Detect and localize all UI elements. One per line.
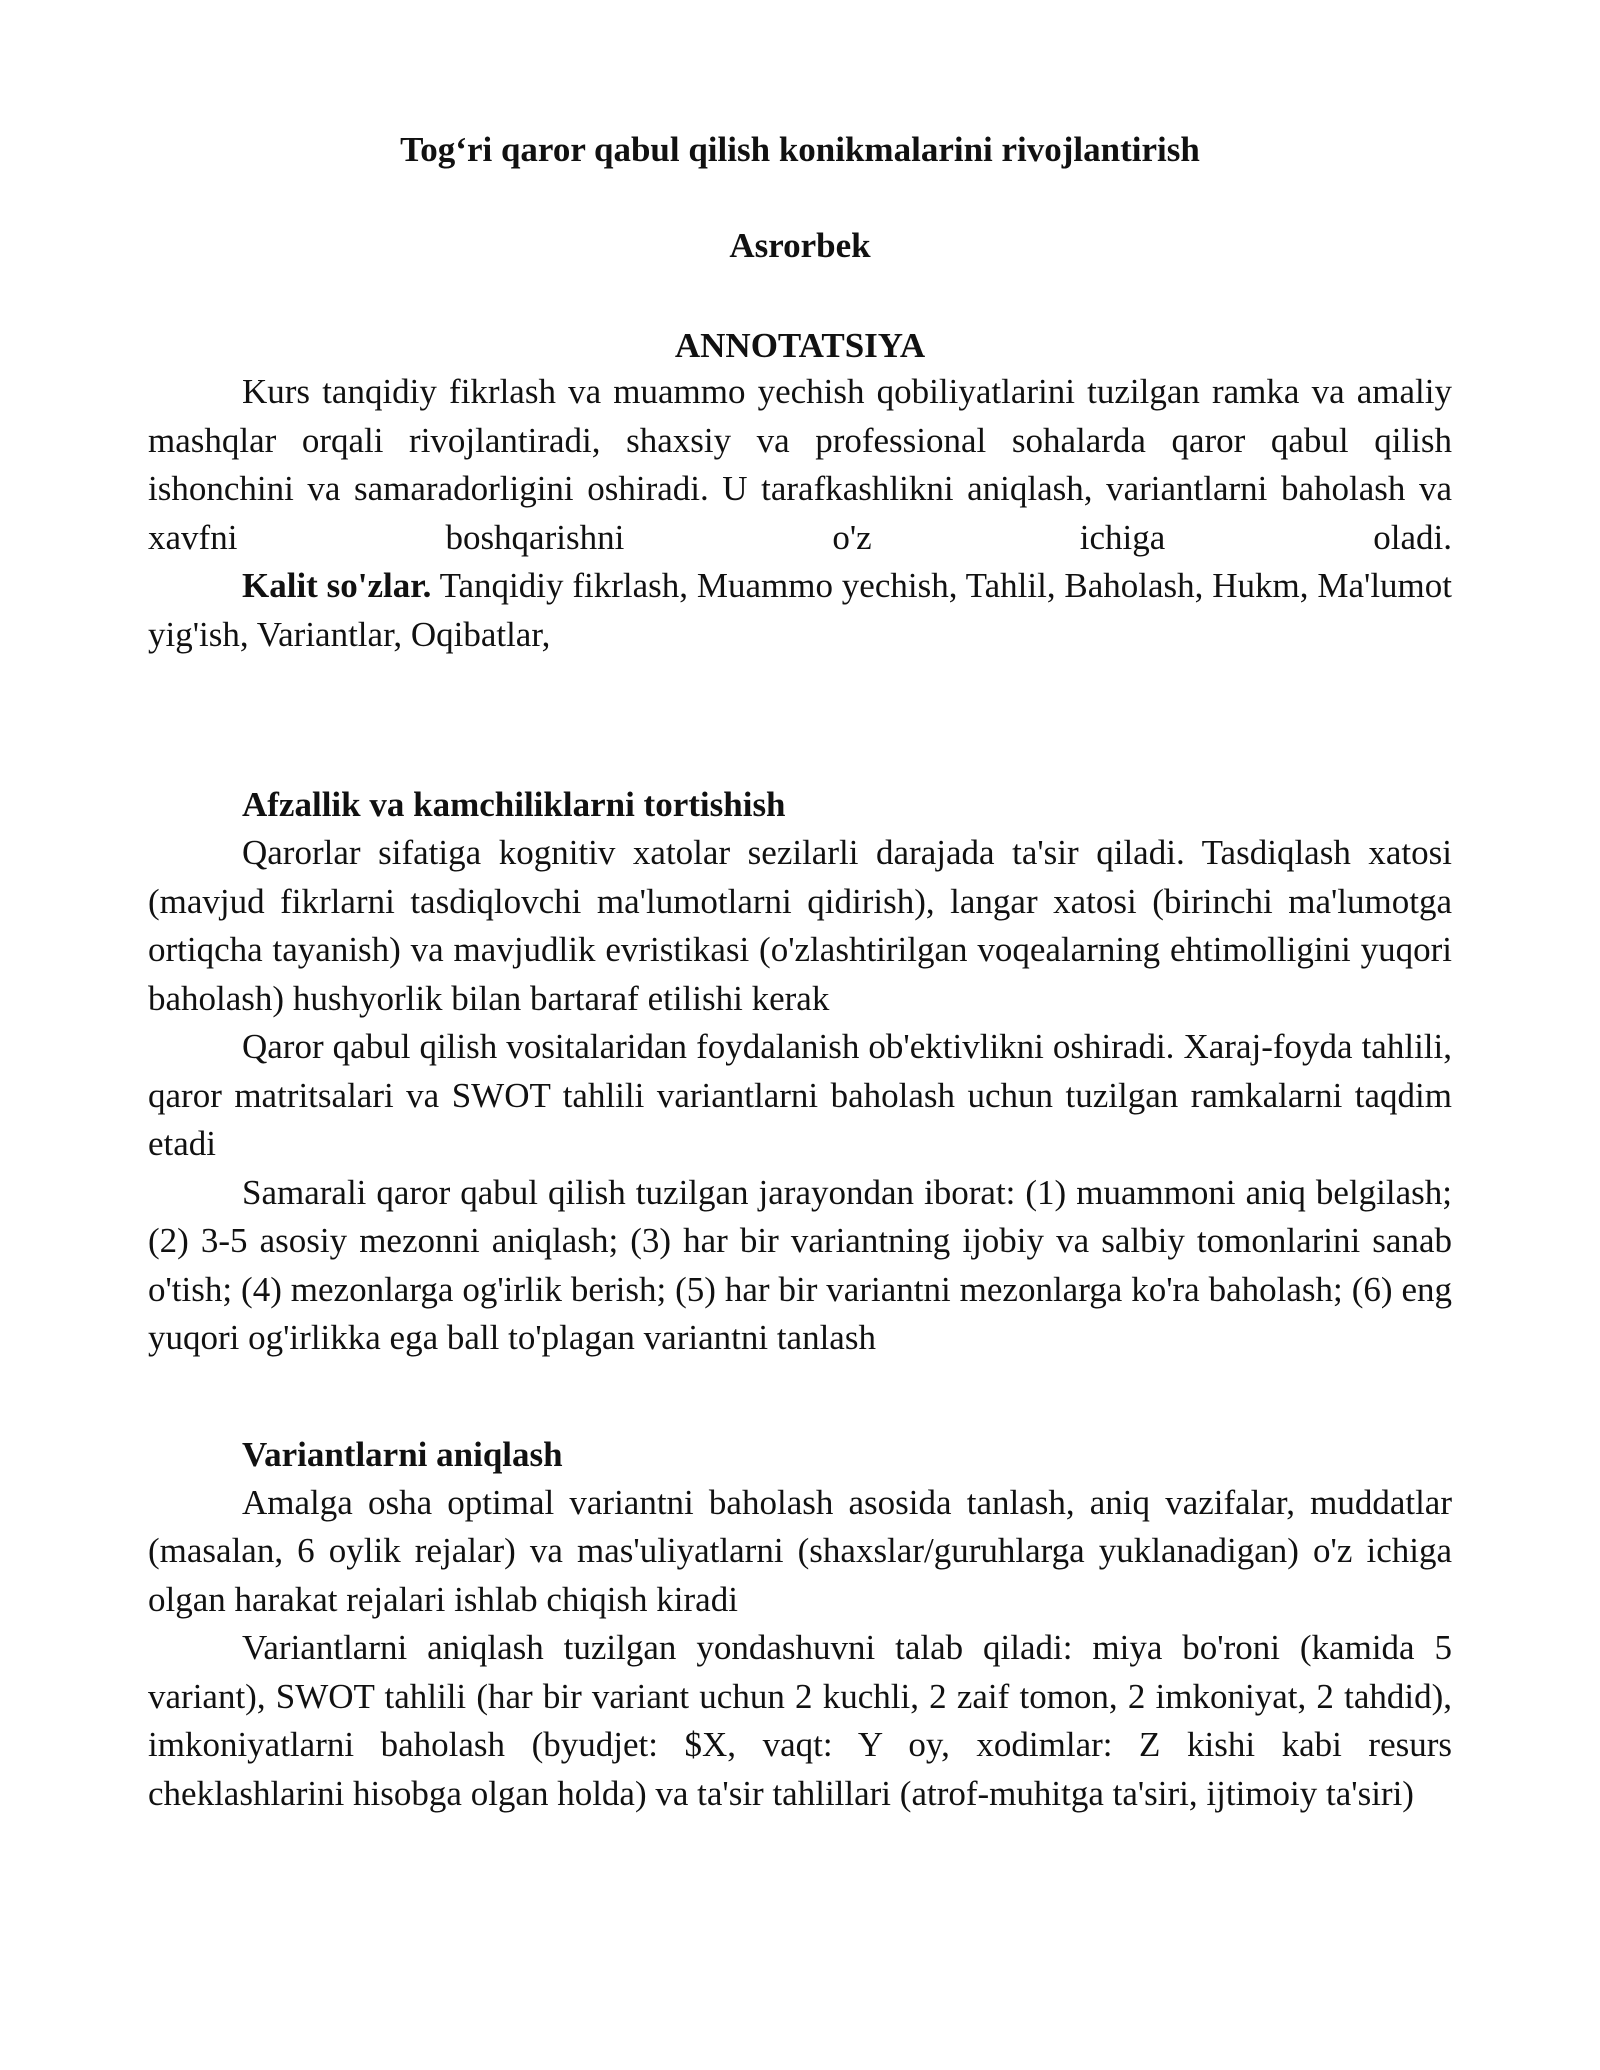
keywords-paragraph: [148, 562, 1452, 659]
section-heading-afzallik: Afzallik va kamchiliklarni tortishish: [242, 785, 786, 824]
author-name: Asrorbek: [729, 226, 871, 265]
section2-paragraph-2: Variantlarni aniqlash tuzilgan yondashuvni talab qiladi: miya bo'roni (kamida 5 variant), SWOT tahlili (har bir variant uchun 2 kuchli, 2 zaif tomon, 2 imkoniyat, 2 tahdid), imkoniyatlarni baholash (byudjet: $X, vaqt: Y oy, xodimlar: Z kishi kabi resurs cheklashlarini hisobga olgan holda) va ta'sir tahlillari (atrof-muhitga ta'siri, ijtimoiy ta'siri): [148, 1628, 1452, 1813]
annotation-heading: ANNOTATSIYA: [674, 326, 926, 365]
document-title: Tog‘ri qaror qabul qilish konikmalarini rivojlantirish: [400, 130, 1200, 169]
document-page: [148, 128, 1452, 1818]
annotation-text: Kurs tanqidiy fikrlash va muammo yechish qobiliyatlarini tuzilgan ramka va amaliy mashqlar orqali rivojlantiradi, shaxsiy va professional sohalarda qaror qabul qilish ishonchini va samaradorligini oshiradi. U tarafkashlikni aniqlash, variantlarni baholash va xavfni boshqarishni o'z ichiga oladi.: [148, 372, 1452, 557]
keywords-label: Kalit so'zlar.: [242, 566, 432, 605]
section2-paragraph-1: Amalga osha optimal variantni baholash asosida tanlash, aniq vazifalar, muddatlar (masalan, 6 oylik rejalar) va mas'uliyatlarni (shaxslar/guruhlarga yuklanadigan) o'z ichiga olgan harakat rejalari ishlab chiqish kiradi: [148, 1482, 1452, 1619]
section1-paragraph-2: Qaror qabul qilish vositalaridan foydalanish ob'ektivlikni oshiradi. Xaraj-foyda tahlili, qaror matritsalari va SWOT tahlili variantlarni baholash uchun tuzilgan ramkalarni taqdim etadi: [148, 1027, 1452, 1163]
keywords-text: Tanqidiy fikrlash, Muammo yechish, Tahlil, Baholash, Hukm, Ma'lumot yig'ish, Variantlar, Oqibatlar,: [148, 566, 1452, 654]
section1-paragraph-3: Samarali qaror qabul qilish tuzilgan jarayondan iborat: (1) muammoni aniq belgilash; (2) 3-5 asosiy mezonni aniqlash; (3) har bir variantning ijobiy va salbiy tomonlarini sanab o'tish; (4) mezonlarga og'irlik berish; (5) har bir variantni mezonlarga ko'ra baholash; (6) eng yuqori og'irlikka ega ball to'plagan variantni tanlash: [148, 1172, 1452, 1357]
section-heading-variantlar: Variantlarni aniqlash: [242, 1434, 563, 1474]
section1-paragraph-1: Qarorlar sifatiga kognitiv xatolar sezilarli darajada ta'sir qiladi. Tasdiqlash xatosi (mavjud fikrlarni tasdiqlovchi ma'lumotlarni qidirish), langar xatosi (birinchi ma'lumotga ortiqcha tayanish) va mavjudlik evristikasi (o'zlashtirilgan voqealarning ehtimolligini yuqori baholash) hushyorlik bilan bartaraf etilishi kerak: [148, 833, 1452, 1018]
